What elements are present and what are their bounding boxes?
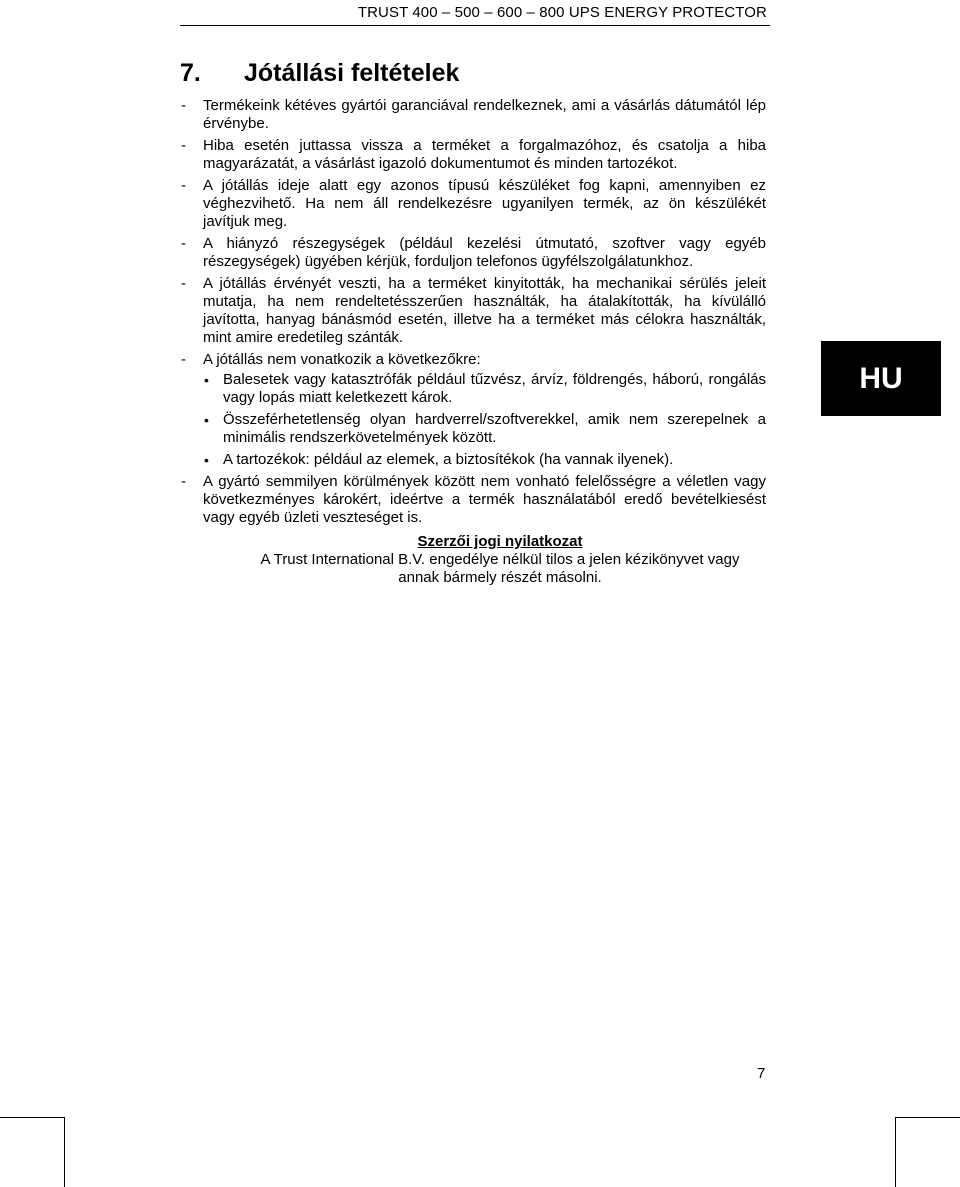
copyright-line: A Trust International B.V. engedélye nélkül tilos a jelen kézikönyvet vagy	[260, 551, 740, 568]
list-item-text: A jótállás nem vonatkozik a következőkre:	[203, 351, 481, 368]
copyright-notice	[180, 533, 820, 587]
list-marker: -	[181, 473, 186, 490]
bullet-icon: •	[204, 372, 209, 388]
page-number: 7	[757, 1065, 766, 1082]
list-marker: -	[181, 235, 186, 252]
list-marker: -	[181, 137, 186, 154]
bullet-item-text: Balesetek vagy katasztrófák például tűzvész, árvíz, földrengés, háború, rongálás vagy lopás miatt keletkezett károk.	[223, 371, 766, 406]
list-marker: -	[181, 351, 186, 368]
bullet-icon: •	[204, 412, 209, 428]
crop-mark-right-vertical	[895, 1117, 896, 1187]
running-header: TRUST 400 – 500 – 600 – 800 UPS ENERGY PROTECTOR	[357, 4, 767, 21]
exclusions-list	[203, 371, 766, 469]
list-item	[181, 275, 766, 347]
list-item	[181, 235, 766, 271]
crop-mark-right-horizontal	[895, 1117, 960, 1118]
copyright-title: Szerzői jogi nyilatkozat	[417, 533, 583, 550]
list-item-text: A jótállás érvényét veszti, ha a terméket kinyitották, ha mechanikai sérülés jeleit mutatja, ha nem rendeltetésszerűen használták, ha átalakították, ha kívülálló javította, hanyag bánásmód esetén, illetve ha a terméket más célokra használták, mint amire eredetileg szánták.	[203, 275, 766, 346]
crop-mark-left-vertical	[64, 1117, 65, 1187]
section-number: 7.	[180, 59, 201, 87]
bullet-item	[203, 411, 766, 447]
list-marker: -	[181, 275, 186, 292]
crop-mark-left-horizontal	[0, 1117, 65, 1118]
list-item-text: A jótállás ideje alatt egy azonos típusú készüléket fog kapni, amennyiben ez véghezvihető. Ha nem áll rendelkezésre ugyanilyen termék, az ön készülékét javítjuk meg.	[203, 177, 766, 230]
list-item	[181, 177, 766, 231]
header-rule	[180, 25, 770, 26]
section-title: Jótállási feltételek	[244, 59, 460, 87]
list-item	[181, 473, 766, 527]
list-item	[181, 97, 766, 133]
bullet-item-text: A tartozékok: például az elemek, a biztosítékok (ha vannak ilyenek).	[223, 451, 674, 468]
language-tab-badge: HU	[821, 341, 941, 416]
warranty-conditions-list	[181, 97, 766, 531]
bullet-item	[203, 451, 766, 469]
list-marker: -	[181, 177, 186, 194]
list-item-text: A hiányzó részegységek (például kezelési útmutató, szoftver vagy egyéb részegységek) ügyében kérjük, forduljon telefonos ügyfélszolgálatunkhoz.	[203, 235, 766, 270]
bullet-item	[203, 371, 766, 407]
list-item-text: A gyártó semmilyen körülmények között nem vonható felelősségre a véletlen vagy következményes károkért, ideértve a termék használatából eredő bevételkiesést vagy egyéb üzleti veszteséget is.	[203, 473, 766, 526]
list-item-text: Termékeink kétéves gyártói garanciával rendelkeznek, ami a vásárlás dátumától lép érvénybe.	[203, 97, 766, 132]
copyright-line: annak bármely részét másolni.	[398, 569, 602, 586]
list-item-text: Hiba esetén juttassa vissza a terméket a forgalmazóhoz, és csatolja a hiba magyarázatát, a vásárlást igazoló dokumentumot és minden tartozékot.	[203, 137, 766, 172]
list-item	[181, 351, 766, 469]
list-marker: -	[181, 97, 186, 114]
list-item	[181, 137, 766, 173]
bullet-item-text: Összeférhetetlenség olyan hardverrel/szoftverekkel, amik nem szerepelnek a minimális rendszerkövetelmények között.	[223, 411, 766, 446]
section-heading	[180, 59, 459, 88]
bullet-icon: •	[204, 452, 209, 468]
